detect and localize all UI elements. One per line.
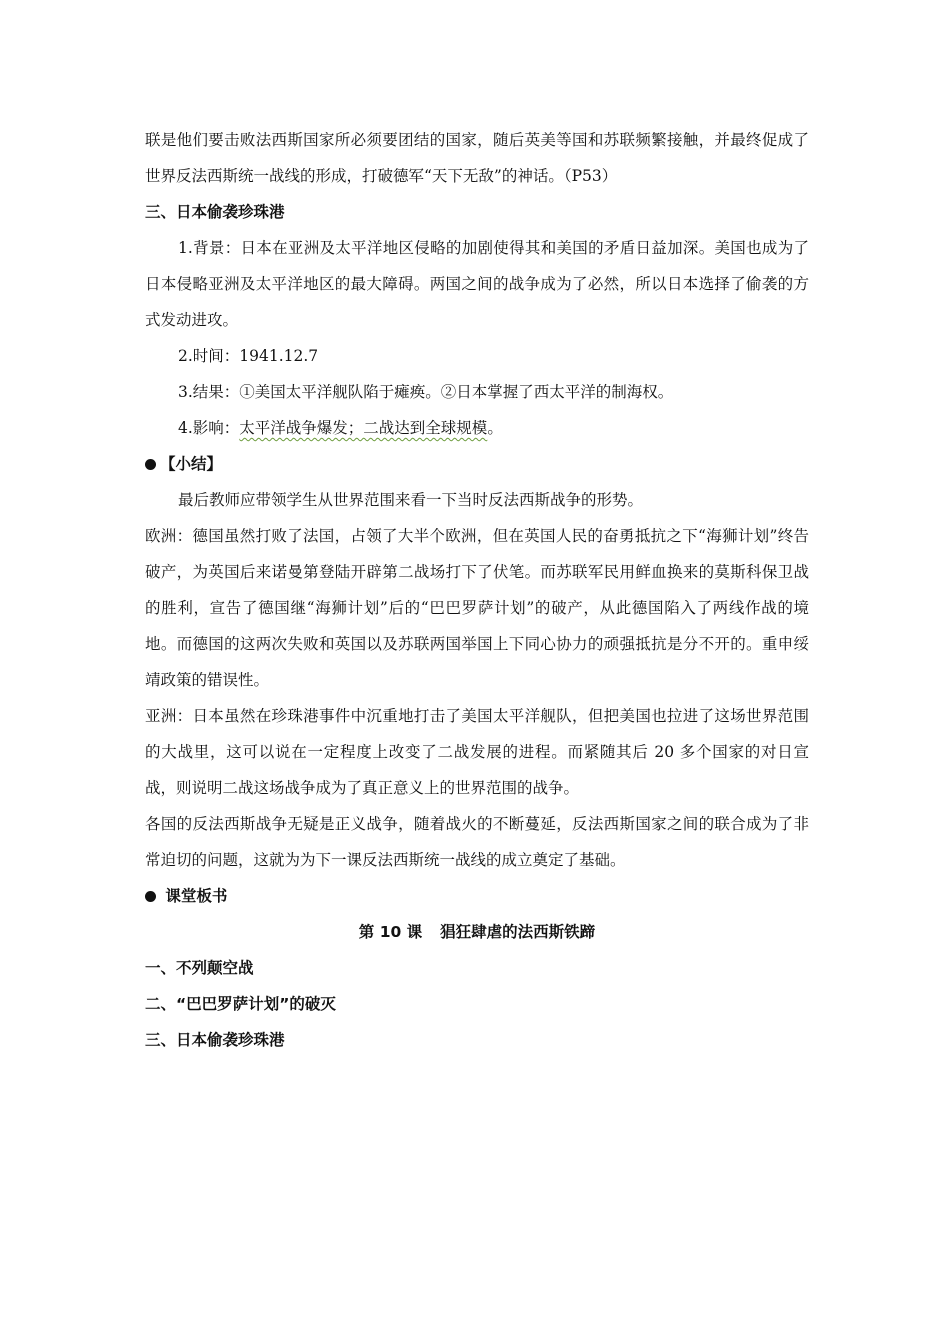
summary-intro-paragraph: 最后教师应带领学生从世界范围来看一下当时反法西斯战争的形势。	[178, 491, 644, 509]
result-paragraph: 3.结果：①美国太平洋舰队陷于瘫痪。②日本掌握了西太平洋的制海权。	[178, 383, 674, 401]
impact-text: 太平洋战争爆发；二战达到全球规模	[239, 419, 488, 437]
europe-text-tail: 重申绥靖政策的错误性。	[145, 635, 809, 689]
section-heading-pearl-harbor: 三、日本偷袭珍珠港	[145, 203, 285, 221]
lesson-title-text: 猖狂肆虐的法西斯铁蹄	[440, 923, 596, 941]
board-item: 一、不列颠空战	[145, 959, 254, 977]
conclusion-paragraph: 各国的反法西斯战争无疑是正义战争，随着战火的不断蔓延，反法西斯国家之间的联合成为了非常迫切的问题，这就为为下一课反法西斯统一战线的成立奠定了基础。	[145, 815, 809, 869]
board-heading-label: 课堂板书	[165, 887, 228, 905]
board-heading	[145, 878, 809, 914]
impact-end: 。	[487, 419, 503, 437]
impact-paragraph	[145, 410, 809, 446]
intro-paragraph: 联是他们要击败法西斯国家所必须要团结的国家，随后英美等国和苏联频繁接触，并最终促成了世界反法西斯统一战线的形成，打破德军“天下无敌”的神话。（P53）	[145, 131, 809, 185]
asia-paragraph: 亚洲：日本虽然在珍珠港事件中沉重地打击了美国太平洋舰队，但把美国也拉进了这场世界范围的大战里，这可以说在一定程度上改变了二战发展的进程。而紧随其后 20 多个国家的对日宣战，则说明二战这场战争成为了真正意义上的世界范围的战争。	[145, 707, 809, 797]
background-paragraph: 1.背景：日本在亚洲及太平洋地区侵略的加剧使得其和美国的矛盾日益加深。美国也成为了日本侵略亚洲及太平洋地区的最大障碍。两国之间的战争成为了必然，所以日本选择了偷袭的方式发动进攻。	[145, 239, 809, 329]
board-item: 三、日本偷袭珍珠港	[145, 1031, 285, 1049]
impact-label: 4.影响：	[178, 419, 240, 437]
black-dot-icon	[145, 459, 156, 470]
lesson-number: 第 10 课	[358, 923, 423, 941]
summary-heading-label: 【小结】	[160, 455, 223, 473]
board-item: 二、“巴巴罗萨计划”的破灭	[145, 995, 336, 1013]
summary-heading	[145, 446, 809, 482]
lesson-title	[145, 914, 809, 950]
time-paragraph: 2.时间：1941.12.7	[178, 347, 319, 365]
black-dot-icon	[145, 891, 156, 902]
europe-paragraph	[145, 518, 809, 698]
document-body	[145, 122, 809, 1058]
europe-text: 欧洲：德国虽然打败了法国，占领了大半个欧洲，但在英国人民的奋勇抵抗之下“海狮计划”终告破产，为英国后来诺曼第登陆开辟第二战场打下了伏笔。而苏联军民用鲜血换来的莫斯科保卫战的胜利，宣告了德国继“海狮计划”后的“巴巴罗萨计划”的破产，从此德国陷入了两线作战的境地。而德国的这两次失败和英国以及苏联两国举国上下同心协力的顽强抵抗是分不开的。	[145, 527, 809, 653]
